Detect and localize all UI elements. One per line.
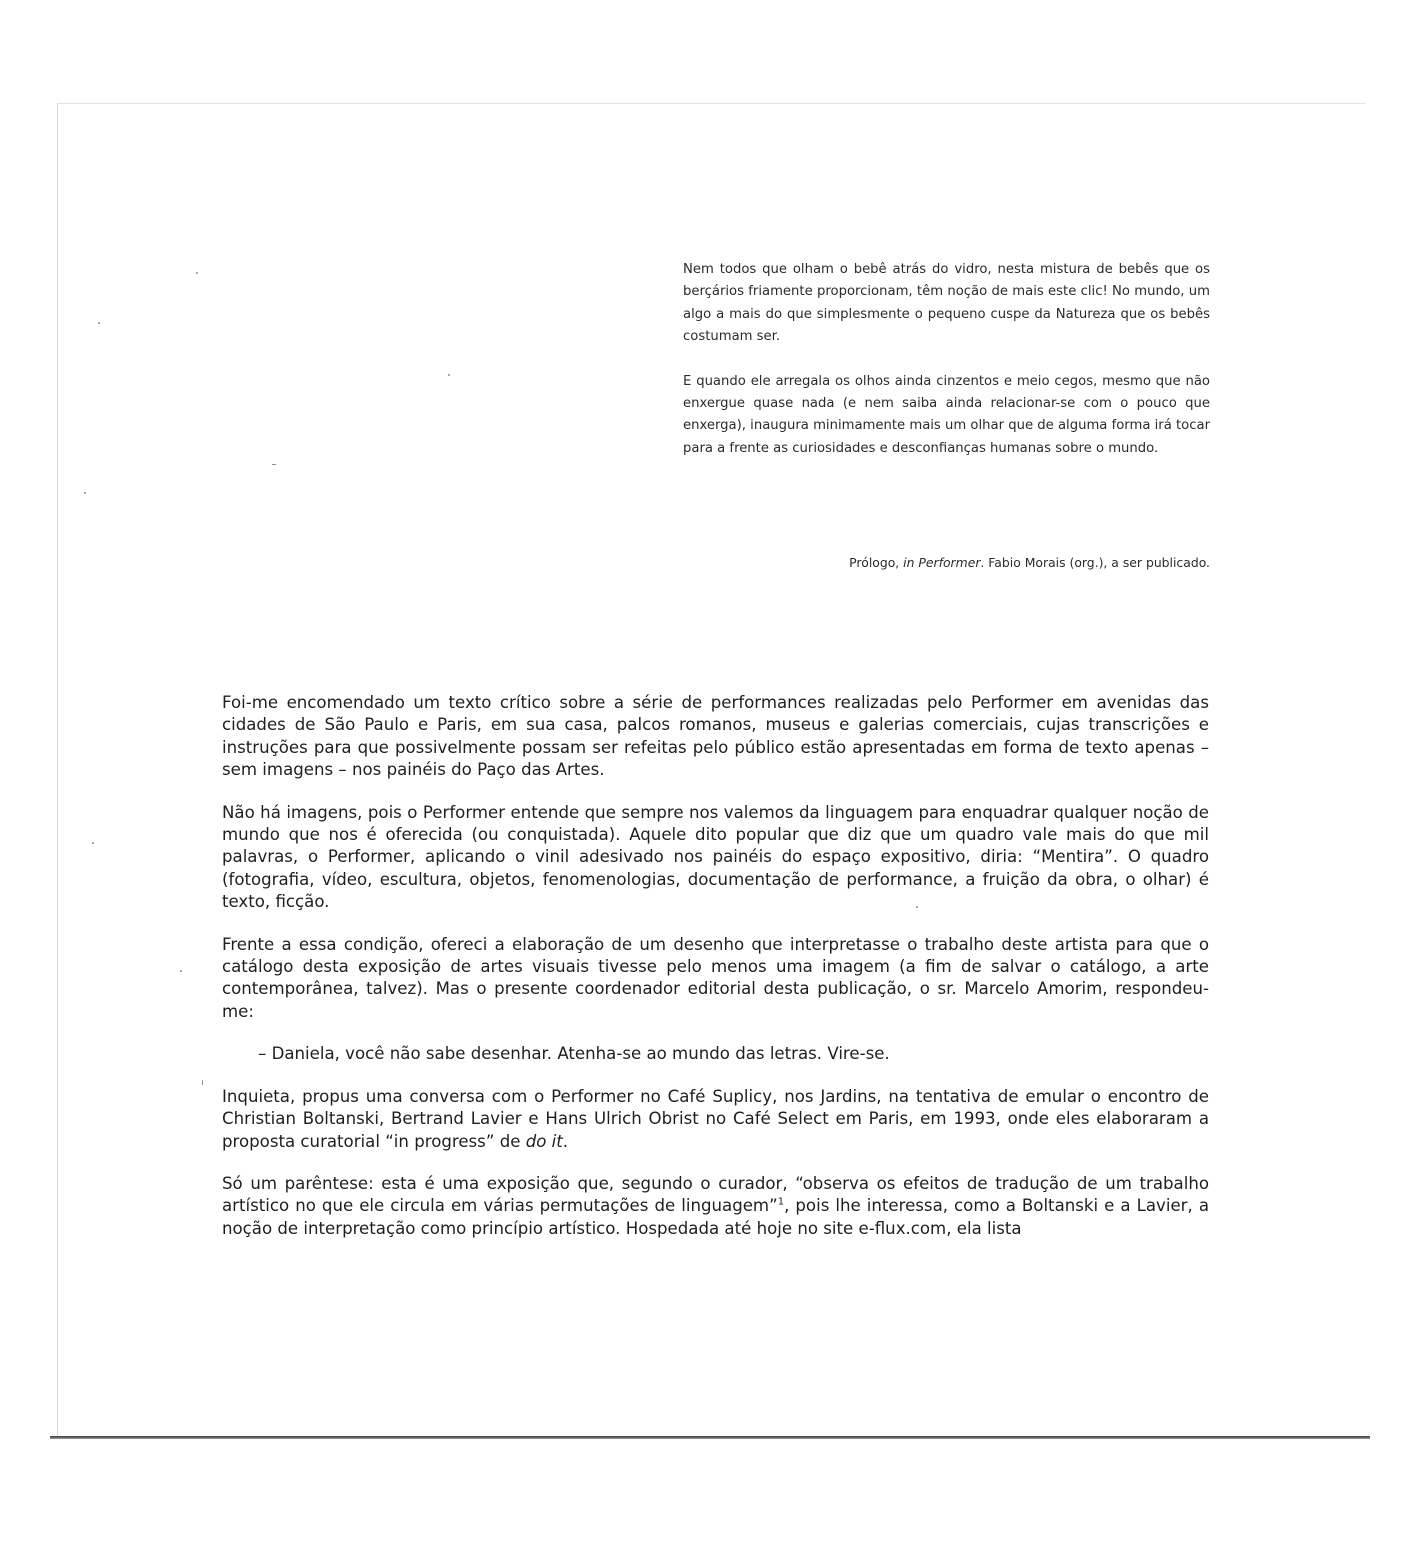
main-essay — [222, 692, 1209, 1260]
paragraph-text: . — [562, 1131, 569, 1151]
page-bottom-edge — [50, 1436, 1370, 1439]
essay-paragraph: Frente a essa condição, ofereci a elaboração de um desenho que interpretasse o trabalho deste artista para que o catálogo desta exposição de artes visuais tivesse pelo menos uma imagem (a fim de salvar o catálogo, a arte contemporânea, talvez). Mas o presente coordenador editorial desta publicação, o sr. Marcelo Amorim, respondeu-me: — [222, 934, 1209, 1021]
prologue-paragraph: Nem todos que olham o bebê atrás do vidro, nesta mistura de bebês que os berçários friamente proporcionam, têm noção de mais este clic! No mundo, um algo a mais do que simplesmente o pequeno cuspe da Natureza que os bebês costumam ser. — [683, 262, 1210, 345]
dust-speck — [92, 842, 94, 844]
citation-suffix: . Fabio Morais (org.), a ser publicado. — [980, 555, 1210, 570]
paragraph-text: Só um parêntese: esta é uma exposição que, segundo o curador, “observa os efeitos de tradução de um trabalho artístico no que ele circula em várias permutações de linguagem” — [222, 1173, 1209, 1216]
essay-paragraph: Não há imagens, pois o Performer entende que sempre nos valemos da linguagem para enquadrar qualquer noção de mundo que nos é oferecida (ou conquistada). Aquele dito popular que diz que um quadro vale mais do que mil palavras, o Performer, aplicando o vinil adesivado nos painéis do espaço expositivo, diria: “Mentira”. O quadro (fotografia, vídeo, escultura, objetos, fenomenologias, documentação de performance, a fruição da obra, o olhar) é texto, ficção. — [222, 802, 1209, 912]
dust-speck — [202, 1080, 203, 1085]
dust-speck — [196, 272, 198, 274]
italic-title: do it — [525, 1131, 563, 1151]
dialogue-quote: – Daniela, você não sabe desenhar. Atenha-se ao mundo das letras. Vire-se. — [258, 1044, 890, 1064]
citation-prefix: Prólogo, — [849, 555, 904, 570]
citation-title: in Performer — [903, 555, 981, 570]
dust-speck — [98, 322, 100, 324]
footnote-marker: 1 — [777, 1196, 785, 1208]
paragraph-text: , pois lhe interessa, como a Boltanski e a Lavier, a noção de interpretação como princípio artístico. Hospedada até hoje no site e-flux.com, ela lista — [222, 1196, 1209, 1238]
dust-speck — [180, 970, 182, 972]
dust-speck — [272, 464, 276, 465]
essay-paragraph: Foi-me encomendado um texto crítico sobre a série de performances realizadas pelo Performer em avenidas das cidades de São Paulo e Paris, em sua casa, palcos romanos, museus e galerias comerciais, cujas transcrições e instruções para que possivelmente possam ser refeitas pelo público estão apresentadas em forma de texto apenas – sem imagens – nos painéis do Paço das Artes. — [222, 693, 1209, 780]
prologue-paragraph: E quando ele arregala os olhos ainda cinzentos e meio cegos, mesmo que não enxergue quase nada (e nem saiba ainda relacionar-se com o pouco que enxerga), inaugura minimamente mais um olhar que de alguma forma irá tocar para a frente as curiosidades e desconfianças humanas sobre o mundo. — [683, 373, 1210, 456]
essay-paragraph — [222, 1173, 1209, 1240]
dust-speck — [448, 374, 450, 376]
prologue-quote — [683, 259, 1210, 482]
dust-speck — [84, 492, 86, 494]
essay-paragraph — [222, 1086, 1209, 1153]
paragraph-text: Inquieta, propus uma conversa com o Performer no Café Suplicy, nos Jardins, na tentativa de emular o encontro de Christian Boltanski, Bertrand Lavier e Hans Ulrich Obrist no Café Select em Paris, em 1993, onde eles elaboraram a proposta curatorial “in progress” de — [222, 1086, 1209, 1151]
prologue-citation — [683, 553, 1210, 573]
